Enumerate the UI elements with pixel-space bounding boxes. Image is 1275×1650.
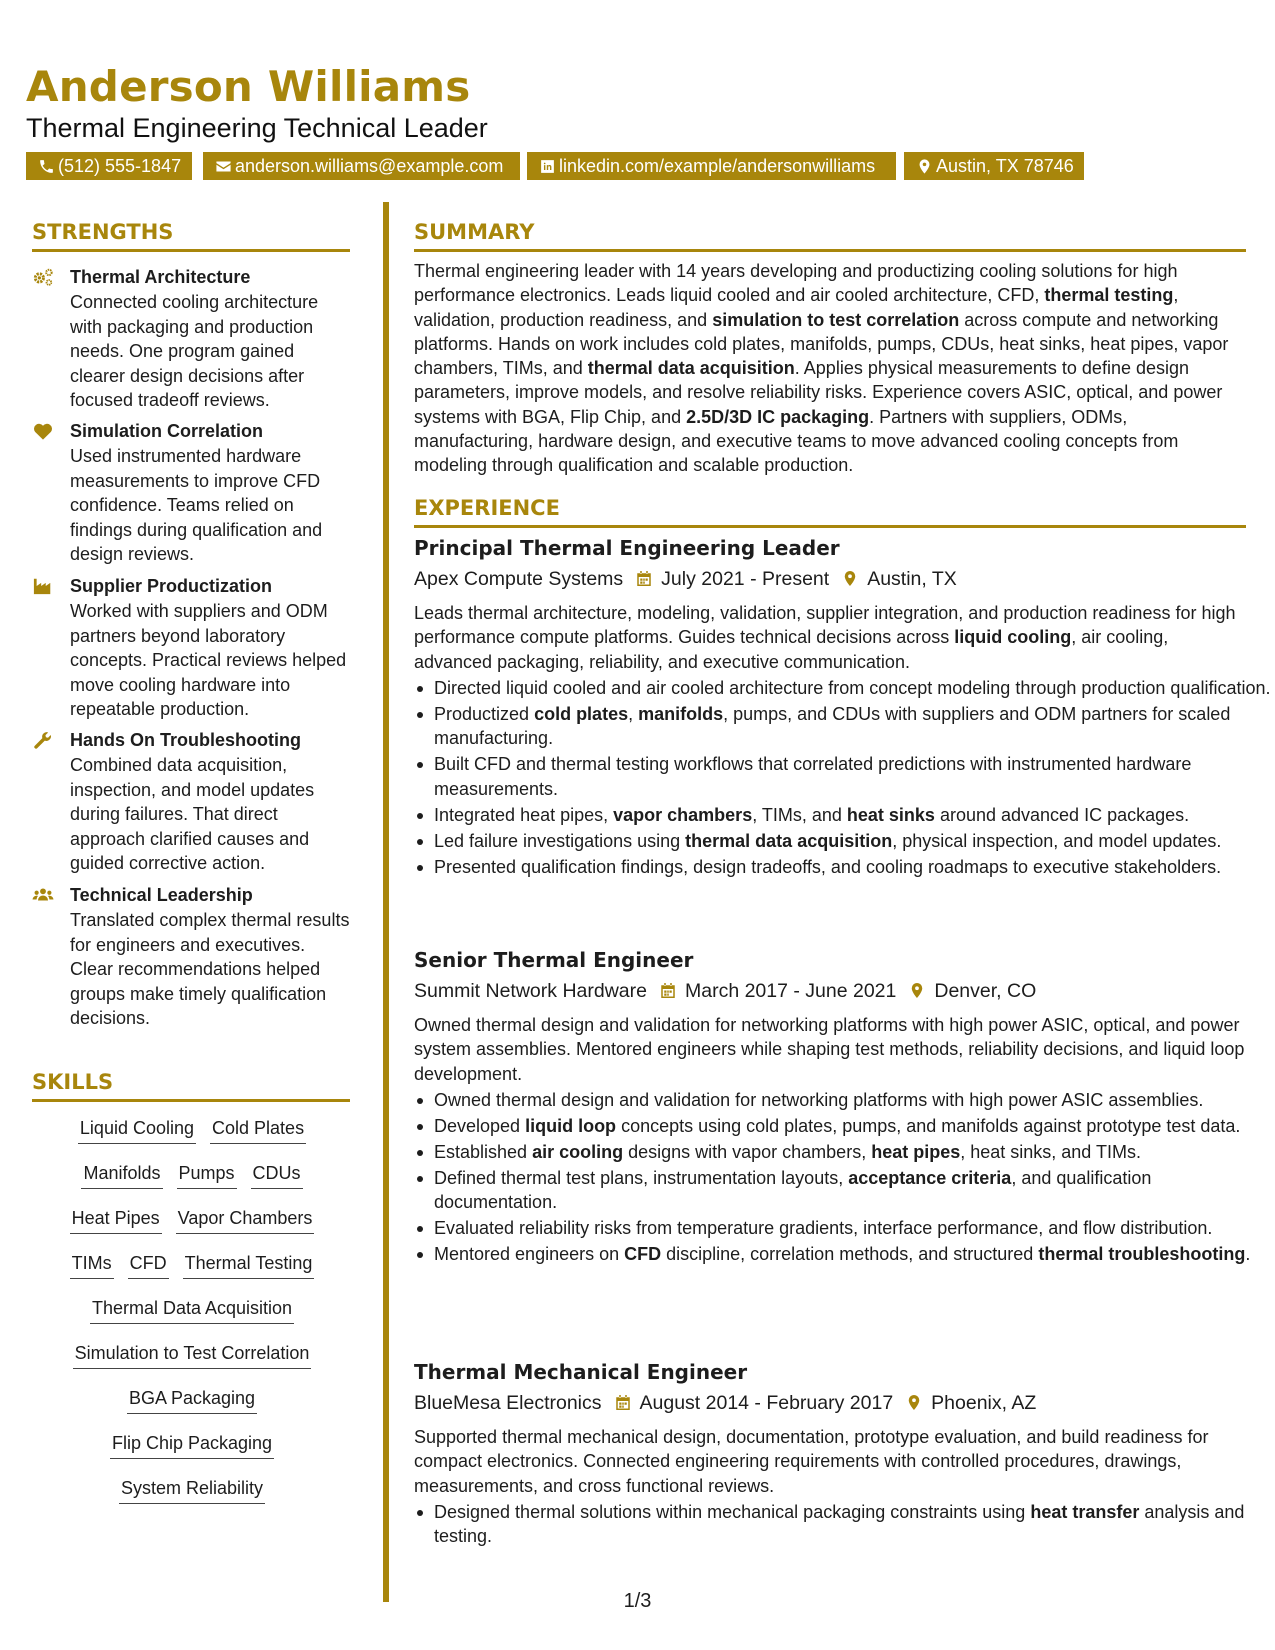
contact-phone[interactable] [26,152,192,180]
job-bullets [414,1088,1274,1268]
job-company: Apex Compute Systems [414,568,624,590]
job-location: Phoenix, AZ [931,1392,1037,1414]
job-bullet: Mentored engineers on CFD discipline, correlation methods, and structured thermal troubleshooting. [434,1242,1274,1266]
skill-tag: Vapor Chambers [176,1205,315,1234]
job-meta [414,977,1036,1005]
emphasis-text: thermal testing [1044,285,1174,306]
skill-tag: CDUs [251,1160,303,1189]
job-description: Owned thermal design and validation for networking platforms with high power ASIC, optical, and power system assemblies. Mentored engineers while shaping test methods, reliability decisions, and liquid loop development. [414,1015,1245,1084]
skill-tag: Flip Chip Packaging [110,1430,274,1459]
skills-row [32,1160,352,1190]
strength-item [32,882,352,1031]
calendar-icon [614,1393,632,1412]
emphasis-text: simulation to test correlation [712,309,960,330]
job-bullet: Developed liquid loop concepts using cold plates, pumps, and manifolds against prototype test data. [434,1114,1274,1138]
contact-linkedin-text: linkedin.com/example/andersonwilliams [559,156,876,176]
job-bullet: Integrated heat pipes, vapor chambers, TIMs, and heat sinks around advanced IC packages. [434,803,1274,827]
skill-tag: System Reliability [119,1475,265,1504]
envelope-icon [215,158,232,175]
contact-linkedin[interactable] [527,152,896,180]
strengths-rule [32,249,350,252]
gears-icon [32,267,56,289]
job-company: BlueMesa Electronics [414,1392,602,1414]
emphasis-text: 2.5D/3D IC packaging [686,406,870,427]
job-title: Senior Thermal Engineer [414,948,694,972]
skills-row [32,1475,352,1505]
strength-title: Hands On Troubleshooting [70,730,301,750]
strength-item [32,727,352,876]
job-dates: August 2014 - February 2017 [639,1392,894,1414]
strength-desc: Used instrumented hardware measurements to improve CFD confidence. Teams relied on findings during qualification and design reviews. [70,446,323,564]
strength-desc: Combined data acquisition, inspection, and model updates during failures. That direct approach clarified causes and guided corrective action. [70,755,315,873]
job-company: Summit Network Hardware [414,980,647,1002]
skills-row [32,1295,352,1325]
job-description: Supported thermal mechanical design, documentation, prototype evaluation, and build readiness for compact electronics. Connected engineering requirements with controlled procedures, drawings, measurements, and cross functional reviews. [414,1427,1209,1496]
skills-row [32,1205,352,1235]
strength-title: Thermal Architecture [70,267,251,287]
skill-tag: BGA Packaging [127,1385,257,1414]
linkedin-icon [539,158,556,175]
industry-icon [32,576,56,598]
skills-row [32,1115,352,1145]
emphasis-text: thermal data acquisition [587,358,795,379]
skills-heading: SKILLS [32,1070,114,1094]
emphasis-text: heat sinks [846,804,935,825]
job-location: Denver, CO [934,980,1037,1002]
contact-location [904,152,1084,180]
job-bullets [414,1500,1274,1550]
emphasis-text: CFD [624,1244,662,1265]
map-pin-icon [916,158,933,175]
candidate-name: Anderson Williams [26,62,471,111]
job-description: Leads thermal architecture, modeling, validation, supplier integration, and production readiness for high performance compute platforms. Guides technical decisions across liquid cooling, air cooling, advanced packaging, reliability, and executive communication. [414,603,1236,672]
skill-tag: TIMs [70,1250,114,1279]
skill-tag: Heat Pipes [70,1205,162,1234]
job-bullet: Presented qualification findings, design tradeoffs, and cooling roadmaps to executive stakeholders. [434,855,1274,879]
strength-desc: Translated complex thermal results for engineers and executives. Clear recommendations helped groups make timely qualification decisions. [70,910,350,1028]
summary-text: Thermal engineering leader with 14 years developing and productizing cooling solutions for high performance electronics. Leads liquid cooled and air cooled architecture, CFD, thermal testing, validation, production readiness, and simulation to test correlation across compute and networking platforms. Hands on work includes cold plates, manifolds, pumps, CDUs, heat sinks, heat pipes, vapor chambers, TIMs, and thermal data acquisition. Applies physical measurements to define design parameters, improve models, and resolve reliability risks. Experience covers ASIC, optical, and power systems with BGA, Flip Chip, and 2.5D/3D IC packaging. Partners with suppliers, ODMs, manufacturing, hardware design, and executive teams to move advanced cooling concepts from modeling through qualification and scalable production. [414,261,1229,476]
skills-row [32,1385,352,1415]
contact-phone-text: (512) 555-1847 [58,156,182,176]
emphasis-text: thermal troubleshooting [1038,1244,1246,1265]
experience-heading: EXPERIENCE [414,496,560,520]
job-bullets [414,676,1274,881]
emphasis-text: liquid loop [525,1115,617,1136]
strength-desc: Worked with suppliers and ODM partners beyond laboratory concepts. Practical reviews helped move cooling hardware into repeatable production. [70,601,347,719]
skill-tag: CFD [128,1250,169,1279]
contact-email-text: anderson.williams@example.com [235,156,504,176]
job-bullet: Built CFD and thermal testing workflows that correlated predictions with instrumented hardware measurements. [434,752,1274,801]
skill-tag: Pumps [177,1160,237,1189]
strength-item [32,264,352,413]
skill-tag: Cold Plates [210,1115,306,1144]
map-pin-icon [905,1393,923,1412]
job-bullet: Owned thermal design and validation for networking platforms with high power ASIC assemblies. [434,1088,1274,1112]
emphasis-text: heat pipes [871,1141,961,1162]
job-bullet: Established air cooling designs with vapor chambers, heat pipes, heat sinks, and TIMs. [434,1140,1274,1164]
calendar-icon [635,569,653,588]
strength-desc: Connected cooling architecture with packaging and production needs. One program gained clearer design decisions after focused tradeoff reviews. [70,292,319,410]
job-location: Austin, TX [867,568,957,590]
job-meta [414,1389,1036,1417]
strength-title: Simulation Correlation [70,421,264,441]
emphasis-text: heat transfer [1030,1502,1140,1522]
emphasis-text: vapor chambers [613,804,753,825]
skill-tag: Liquid Cooling [78,1115,196,1144]
map-pin-icon [841,569,859,588]
strengths-heading: STRENGTHS [32,220,174,244]
strength-title: Supplier Productization [70,576,273,596]
job-meta [414,565,957,593]
job-dates: July 2021 - Present [661,568,830,590]
job-bullet: Evaluated reliability risks from temperature gradients, interface performance, and flow distribution. [434,1216,1274,1240]
skills-row [32,1430,352,1460]
strength-item [32,573,352,722]
skill-tag: Simulation to Test Correlation [73,1340,312,1369]
candidate-title: Thermal Engineering Technical Leader [26,113,488,143]
job-bullet: Designed thermal solutions within mechanical packaging constraints using heat transfer analysis and testing. [434,1500,1274,1549]
page-number: 1/3 [623,1590,652,1612]
map-pin-icon [908,981,926,1000]
skills-rule [32,1099,350,1102]
contact-location-text: Austin, TX 78746 [936,156,1074,176]
job-bullet: Defined thermal test plans, instrumentation layouts, acceptance criteria, and qualification documentation. [434,1166,1274,1215]
summary-heading: SUMMARY [414,220,535,244]
wrench-icon [32,730,56,752]
experience-rule [414,525,1246,528]
emphasis-text: cold plates [534,703,629,724]
job-bullet: Directed liquid cooled and air cooled architecture from concept modeling through production qualification. [434,676,1274,700]
job-bullet: Led failure investigations using thermal data acquisition, physical inspection, and model updates. [434,829,1274,853]
emphasis-text: acceptance criteria [848,1167,1012,1188]
calendar-icon [659,981,677,1000]
job-bullet: Productized cold plates, manifolds, pumps, and CDUs with suppliers and ODM partners for scaled manufacturing. [434,702,1274,751]
strength-title: Technical Leadership [70,885,253,905]
column-divider [383,202,389,1602]
strength-item [32,418,352,567]
users-icon [32,885,56,907]
emphasis-text: thermal data acquisition [685,830,893,851]
heart-icon [32,421,56,443]
job-title: Thermal Mechanical Engineer [414,1360,748,1384]
emphasis-text: manifolds [638,703,724,724]
emphasis-text: liquid cooling [954,627,1072,648]
skill-tag: Thermal Data Acquisition [90,1295,294,1324]
job-dates: March 2017 - June 2021 [684,980,897,1002]
skills-row [32,1250,352,1280]
job-title: Principal Thermal Engineering Leader [414,536,840,560]
skill-tag: Manifolds [81,1160,162,1189]
summary-rule [414,249,1246,252]
phone-icon [38,158,55,175]
contact-email[interactable] [203,152,520,180]
skill-tag: Thermal Testing [183,1250,315,1279]
skills-row [32,1340,352,1370]
emphasis-text: air cooling [532,1141,624,1162]
